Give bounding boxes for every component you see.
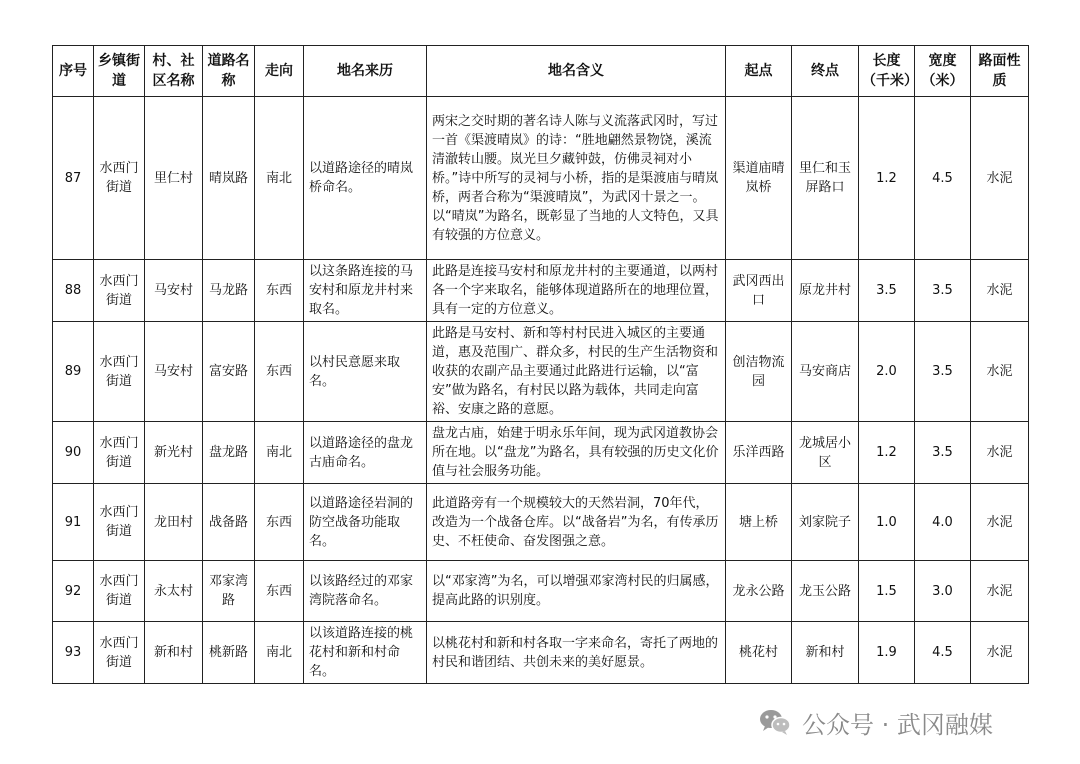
- wechat-icon: [758, 707, 792, 737]
- header-width: 宽度（米）: [915, 46, 971, 97]
- table-row: [53, 422, 1029, 484]
- cell-direction: 南北: [255, 97, 304, 260]
- table-row: [53, 622, 1029, 684]
- cell-width: 3.5: [915, 422, 971, 484]
- cell-meaning: 两宋之交时期的著名诗人陈与义流落武冈时，写过一首《渠渡晴岚》的诗：“胜地翩然景物饶，溪流清澈转山腰。岚光旦夕藏钟鼓，仿佛灵祠对小桥。”诗中所写的灵祠与小桥，指的是渠渡庙与晴岚桥，两者合称为“渠渡晴岚”，为武冈十景之一。以“晴岚”为路名，既彰显了当地的人文特色，又具有较强的方位意义。: [427, 97, 726, 260]
- cell-width: 3.5: [915, 260, 971, 322]
- header-start: 起点: [726, 46, 792, 97]
- cell-village: 新光村: [145, 422, 203, 484]
- cell-end: 新和村: [792, 622, 859, 684]
- cell-origin: 以村民意愿来取名。: [304, 322, 427, 422]
- cell-end: 原龙井村: [792, 260, 859, 322]
- cell-road: 邓家湾路: [203, 561, 255, 622]
- cell-start: 乐洋西路: [726, 422, 792, 484]
- cell-road: 战备路: [203, 484, 255, 561]
- cell-width: 3.5: [915, 322, 971, 422]
- cell-village: 里仁村: [145, 97, 203, 260]
- cell-road: 马龙路: [203, 260, 255, 322]
- cell-meaning: 盘龙古庙，始建于明永乐年间，现为武冈道教协会所在地。以“盘龙”为路名，具有较强的历史文化价值与社会服务功能。: [427, 422, 726, 484]
- cell-meaning: 以桃花村和新和村各取一字来命名，寄托了两地的村民和谐团结、共创未来的美好愿景。: [427, 622, 726, 684]
- cell-surface: 水泥: [971, 561, 1029, 622]
- header-meaning: 地名含义: [427, 46, 726, 97]
- cell-start: 创洁物流园: [726, 322, 792, 422]
- cell-town: 水西门街道: [94, 422, 145, 484]
- cell-end: 刘家院子: [792, 484, 859, 561]
- cell-meaning: 此路是连接马安村和原龙井村的主要通道，以两村各一个字来取名，能够体现道路所在的地理位置，具有一定的方位意义。: [427, 260, 726, 322]
- cell-surface: 水泥: [971, 622, 1029, 684]
- cell-length: 3.5: [859, 260, 915, 322]
- cell-length: 1.9: [859, 622, 915, 684]
- cell-road: 晴岚路: [203, 97, 255, 260]
- cell-start: 武冈西出口: [726, 260, 792, 322]
- cell-length: 1.2: [859, 97, 915, 260]
- cell-length: 1.5: [859, 561, 915, 622]
- cell-town: 水西门街道: [94, 260, 145, 322]
- cell-origin: 以该道路连接的桃花村和新和村命名。: [304, 622, 427, 684]
- cell-end: 里仁和玉屏路口: [792, 97, 859, 260]
- cell-meaning: 此路是马安村、新和等村村民进入城区的主要通道，惠及范围广、群众多，村民的生产生活物资和收获的农副产品主要通过此路进行运输，以“富安”做为路名，有村民以路为载体，共同走向富裕、安康之路的意愿。: [427, 322, 726, 422]
- cell-end: 马安商店: [792, 322, 859, 422]
- cell-no: 93: [53, 622, 94, 684]
- cell-direction: 南北: [255, 422, 304, 484]
- cell-length: 2.0: [859, 322, 915, 422]
- cell-length: 1.0: [859, 484, 915, 561]
- cell-end: 龙城居小区: [792, 422, 859, 484]
- cell-direction: 南北: [255, 622, 304, 684]
- cell-direction: 东西: [255, 484, 304, 561]
- cell-road: 桃新路: [203, 622, 255, 684]
- table-row: [53, 97, 1029, 260]
- cell-surface: 水泥: [971, 484, 1029, 561]
- cell-direction: 东西: [255, 561, 304, 622]
- cell-road: 富安路: [203, 322, 255, 422]
- header-road: 道路名称: [203, 46, 255, 97]
- header-end: 终点: [792, 46, 859, 97]
- cell-no: 87: [53, 97, 94, 260]
- cell-origin: 以这条路连接的马安村和原龙井村来取名。: [304, 260, 427, 322]
- header-surface: 路面性质: [971, 46, 1029, 97]
- cell-meaning: 此道路旁有一个规模较大的天然岩洞，70年代，改造为一个战备仓库。以“战备岩”为名，有传承历史、不枉使命、奋发图强之意。: [427, 484, 726, 561]
- cell-town: 水西门街道: [94, 97, 145, 260]
- table-row: [53, 561, 1029, 622]
- cell-start: 桃花村: [726, 622, 792, 684]
- cell-village: 新和村: [145, 622, 203, 684]
- cell-no: 90: [53, 422, 94, 484]
- header-no: 序号: [53, 46, 94, 97]
- cell-origin: 以该路经过的邓家湾院落命名。: [304, 561, 427, 622]
- cell-road: 盘龙路: [203, 422, 255, 484]
- cell-no: 89: [53, 322, 94, 422]
- cell-village: 马安村: [145, 322, 203, 422]
- watermark-text: 公众号 · 武冈融媒: [802, 710, 993, 739]
- cell-width: 3.0: [915, 561, 971, 622]
- cell-length: 1.2: [859, 422, 915, 484]
- header-length: 长度（千米）: [859, 46, 915, 97]
- cell-town: 水西门街道: [94, 484, 145, 561]
- cell-village: 马安村: [145, 260, 203, 322]
- cell-meaning: 以“邓家湾”为名，可以增强邓家湾村民的归属感，提高此路的识别度。: [427, 561, 726, 622]
- cell-village: 永太村: [145, 561, 203, 622]
- cell-town: 水西门街道: [94, 322, 145, 422]
- table-row: [53, 260, 1029, 322]
- cell-surface: 水泥: [971, 322, 1029, 422]
- cell-surface: 水泥: [971, 97, 1029, 260]
- cell-origin: 以道路途径的晴岚桥命名。: [304, 97, 427, 260]
- cell-town: 水西门街道: [94, 561, 145, 622]
- cell-direction: 东西: [255, 260, 304, 322]
- cell-start: 渠道庙晴岚桥: [726, 97, 792, 260]
- cell-start: 塘上桥: [726, 484, 792, 561]
- cell-village: 龙田村: [145, 484, 203, 561]
- road-name-table: [52, 45, 1029, 684]
- header-origin: 地名来历: [304, 46, 427, 97]
- watermark: [758, 705, 993, 739]
- cell-width: 4.5: [915, 97, 971, 260]
- cell-width: 4.5: [915, 622, 971, 684]
- cell-start: 龙永公路: [726, 561, 792, 622]
- cell-width: 4.0: [915, 484, 971, 561]
- header-village: 村、社区名称: [145, 46, 203, 97]
- cell-no: 91: [53, 484, 94, 561]
- table-row: [53, 322, 1029, 422]
- cell-end: 龙玉公路: [792, 561, 859, 622]
- header-direction: 走向: [255, 46, 304, 97]
- table-row: [53, 484, 1029, 561]
- cell-surface: 水泥: [971, 422, 1029, 484]
- cell-surface: 水泥: [971, 260, 1029, 322]
- cell-direction: 东西: [255, 322, 304, 422]
- cell-no: 92: [53, 561, 94, 622]
- cell-no: 88: [53, 260, 94, 322]
- cell-town: 水西门街道: [94, 622, 145, 684]
- cell-origin: 以道路途径的盘龙古庙命名。: [304, 422, 427, 484]
- cell-origin: 以道路途径岩洞的防空战备功能取名。: [304, 484, 427, 561]
- header-row: [53, 46, 1029, 97]
- header-town: 乡镇街道: [94, 46, 145, 97]
